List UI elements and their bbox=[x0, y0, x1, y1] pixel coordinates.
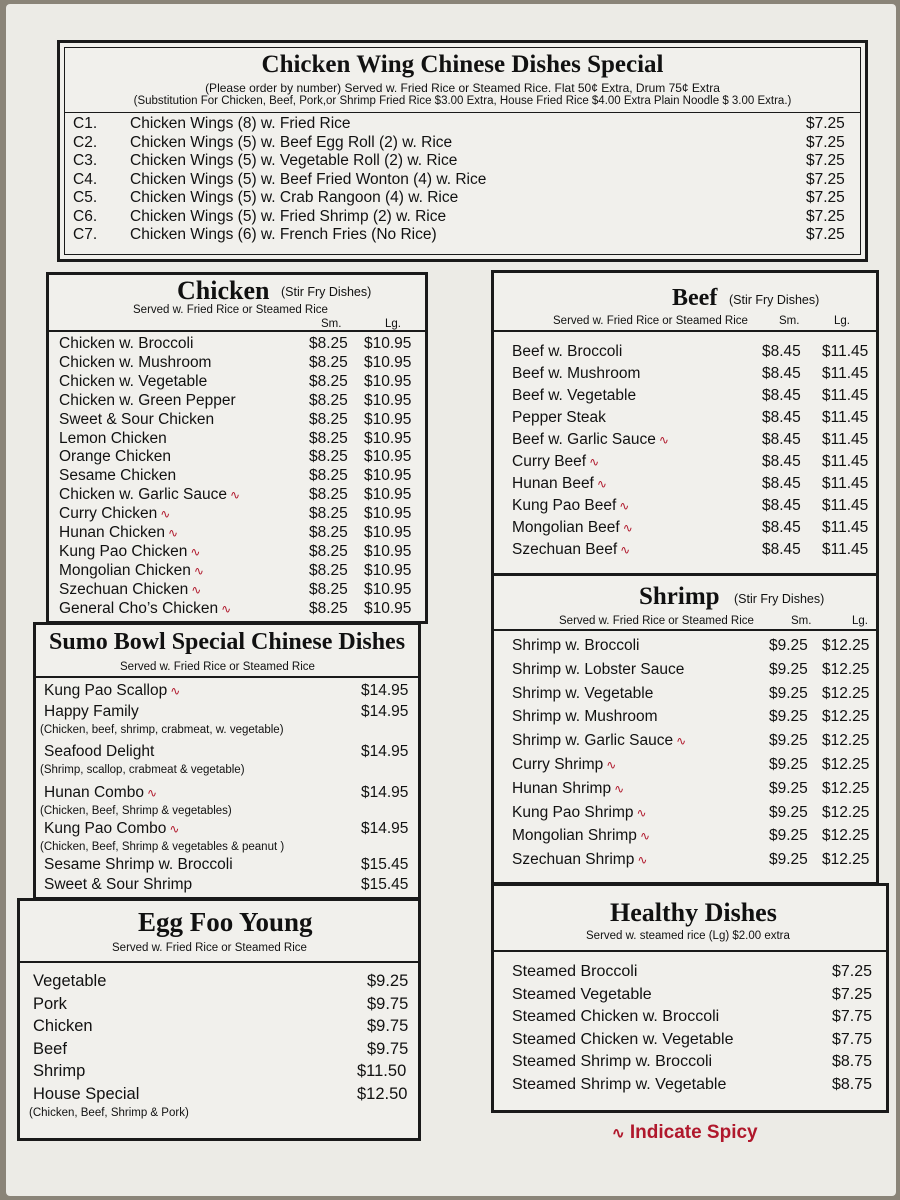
sumo-item-price: $15.45 bbox=[361, 876, 409, 893]
beef-item bbox=[512, 497, 629, 515]
beef-item-name: Beef w. Broccoli bbox=[512, 343, 623, 360]
beef-item-name: Beef w. Garlic Sauce bbox=[512, 431, 656, 448]
chicken-item-name: Sweet & Sour Chicken bbox=[59, 410, 215, 428]
chicken-item bbox=[59, 335, 193, 353]
beef-item bbox=[512, 409, 606, 427]
chicken-item-name: Chicken w. Green Pepper bbox=[59, 391, 236, 409]
beef-item-name: Hunan Beef bbox=[512, 475, 594, 492]
sumo-item bbox=[44, 820, 179, 838]
shrimp-item bbox=[512, 685, 653, 703]
sumo-item-desc: (Chicken, beef, shrimp, crabmeat, w. vegetable) bbox=[40, 724, 284, 736]
spicy-pepper-icon: ∿ bbox=[589, 455, 600, 469]
shrimp-box bbox=[491, 573, 879, 885]
chicken-item bbox=[59, 467, 176, 485]
chicken-item-lg-price: $10.95 bbox=[364, 561, 412, 579]
wing-item-code: C5. bbox=[73, 189, 98, 206]
sumo-item-desc: (Shrimp, scallop, crabmeat & vegetable) bbox=[40, 764, 245, 776]
healthy-item-price: $7.75 bbox=[832, 1008, 873, 1026]
wing-special-note-2: (Substitution For Chicken, Beef, Pork,or Shrimp Fried Rice $3.00 Extra, House Fried Rice $4.00 Extra Plain Noodle $ 3.00 Extra.) bbox=[133, 95, 792, 107]
chicken-item-sm-price: $8.25 bbox=[309, 580, 348, 598]
shrimp-item-lg-price: $12.25 bbox=[822, 827, 870, 845]
beef-item-lg-price: $11.45 bbox=[822, 343, 869, 360]
spicy-pepper-icon: ∿ bbox=[658, 433, 669, 447]
shrimp-item-lg-price: $12.25 bbox=[822, 732, 870, 750]
shrimp-item-sm-price: $9.25 bbox=[769, 708, 808, 726]
eggfoo-item-price: $9.25 bbox=[367, 972, 409, 990]
beef-item-sm-price: $8.45 bbox=[762, 541, 801, 558]
beef-item-sm-price: $8.45 bbox=[762, 387, 801, 404]
wing-item-price: $7.25 bbox=[806, 189, 845, 206]
chicken-sm-header: Sm. bbox=[321, 318, 342, 330]
shrimp-item-lg-price: $12.25 bbox=[822, 779, 870, 797]
beef-title: Beef bbox=[672, 285, 718, 311]
healthy-item-price: $8.75 bbox=[832, 1076, 873, 1093]
wing-item-code: C1. bbox=[73, 115, 98, 132]
spicy-legend-text: Indicate Spicy bbox=[629, 1122, 758, 1143]
eggfoo-item-price: $11.50 bbox=[357, 1062, 407, 1081]
chicken-item bbox=[59, 373, 207, 391]
chicken-item-sm-price: $8.25 bbox=[309, 561, 348, 579]
beef-item bbox=[512, 343, 622, 361]
chicken-item-lg-price: $10.95 bbox=[364, 467, 412, 485]
shrimp-item-lg-price: $12.25 bbox=[822, 851, 870, 869]
healthy-item-price: $7.75 bbox=[832, 1030, 873, 1048]
chicken-item-name: Chicken w. Vegetable bbox=[59, 372, 208, 390]
eggfoo-item-price: $12.50 bbox=[357, 1085, 408, 1103]
chicken-item bbox=[59, 524, 178, 542]
shrimp-item bbox=[512, 827, 650, 845]
shrimp-title: Shrimp bbox=[639, 583, 720, 610]
sumo-item-price: $14.95 bbox=[361, 682, 409, 699]
sumo-item bbox=[44, 856, 233, 874]
sumo-item-price: $14.95 bbox=[361, 743, 409, 760]
beef-item-sm-price: $8.45 bbox=[762, 453, 801, 470]
chicken-item-sm-price: $8.25 bbox=[309, 335, 348, 352]
spicy-pepper-icon: ∿ bbox=[620, 543, 631, 557]
beef-item-lg-price: $11.45 bbox=[822, 365, 869, 382]
shrimp-item-lg-price: $12.25 bbox=[822, 684, 870, 702]
shrimp-item bbox=[512, 804, 647, 822]
shrimp-item-lg-price: $12.25 bbox=[822, 708, 870, 726]
beef-item-sm-price: $8.45 bbox=[762, 519, 801, 536]
spicy-pepper-icon: ∿ bbox=[619, 499, 630, 513]
beef-item-lg-price: $11.45 bbox=[822, 387, 869, 404]
chicken-item bbox=[59, 392, 236, 410]
chicken-item-name: Mongolian Chicken bbox=[59, 561, 191, 579]
chicken-item-sm-price: $8.25 bbox=[309, 524, 348, 541]
chicken-item-sm-price: $8.25 bbox=[309, 542, 348, 560]
wing-item-name: Chicken Wings (5) w. Fried Shrimp (2) w. Rice bbox=[130, 207, 447, 225]
healthy-item-price: $7.25 bbox=[832, 985, 873, 1003]
wing-special-box bbox=[57, 40, 868, 262]
sumo-item-price: $14.95 bbox=[361, 784, 409, 801]
spicy-legend bbox=[612, 1122, 758, 1144]
spicy-pepper-icon: ∿ bbox=[193, 563, 204, 578]
wing-item-price: $7.25 bbox=[806, 152, 845, 169]
beef-item-sm-price: $8.45 bbox=[762, 431, 801, 448]
chicken-item bbox=[59, 543, 200, 561]
chicken-item-name: Chicken w. Mushroom bbox=[59, 353, 212, 371]
spicy-pepper-icon: ∿ bbox=[160, 507, 171, 522]
chicken-box bbox=[46, 272, 428, 624]
shrimp-item bbox=[512, 661, 684, 679]
beef-item-name: Kung Pao Beef bbox=[512, 497, 617, 514]
spicy-pepper-icon: ∿ bbox=[614, 781, 625, 796]
wing-item-price: $7.25 bbox=[806, 115, 845, 132]
healthy-item-name: Steamed Shrimp w. Vegetable bbox=[512, 1076, 727, 1093]
chicken-item-lg-price: $10.95 bbox=[364, 486, 412, 504]
shrimp-item-name: Shrimp w. Lobster Sauce bbox=[512, 660, 685, 678]
wing-special-title: Chicken Wing Chinese Dishes Special bbox=[261, 51, 664, 78]
eggfoo-item-name: Chicken bbox=[33, 1017, 93, 1036]
spicy-pepper-icon: ∿ bbox=[639, 829, 650, 844]
chicken-item-lg-price: $10.95 bbox=[364, 448, 412, 466]
shrimp-item-sm-price: $9.25 bbox=[769, 851, 808, 869]
chicken-item-lg-price: $10.95 bbox=[364, 353, 412, 371]
healthy-item-name: Steamed Chicken w. Broccoli bbox=[512, 1008, 720, 1026]
beef-item-lg-price: $11.45 bbox=[822, 431, 869, 448]
sumo-item-name: Happy Family bbox=[44, 703, 139, 720]
spicy-pepper-icon: ∿ bbox=[221, 601, 232, 616]
sumo-item-name: Sweet & Sour Shrimp bbox=[44, 876, 193, 893]
beef-item bbox=[512, 387, 636, 405]
chicken-item-name: Curry Chicken bbox=[59, 505, 158, 523]
sumo-served: Served w. Fried Rice or Steamed Rice bbox=[120, 661, 315, 673]
shrimp-served: Served w. Fried Rice or Steamed Rice bbox=[559, 615, 754, 627]
wing-item-code: C3. bbox=[73, 152, 98, 169]
shrimp-item-lg-price: $12.25 bbox=[822, 637, 870, 654]
chicken-item-sm-price: $8.25 bbox=[309, 505, 348, 523]
eggfoo-served: Served w. Fried Rice or Steamed Rice bbox=[112, 942, 307, 954]
beef-item-sm-price: $8.45 bbox=[762, 497, 801, 514]
shrimp-item-name: Shrimp w. Garlic Sauce bbox=[512, 732, 674, 750]
chicken-item-lg-price: $10.95 bbox=[364, 372, 412, 390]
spicy-pepper-icon: ∿ bbox=[167, 526, 179, 540]
sumo-item-name: Sesame Shrimp w. Broccoli bbox=[44, 856, 233, 873]
chicken-item-lg-price: $10.95 bbox=[364, 580, 412, 598]
sumo-item-name: Kung Pao Combo bbox=[44, 820, 167, 837]
beef-box bbox=[491, 270, 879, 576]
shrimp-item-lg-price: $12.25 bbox=[822, 660, 870, 678]
spicy-pepper-icon: ∿ bbox=[676, 734, 687, 749]
eggfoo-item-name: Shrimp bbox=[33, 1062, 86, 1081]
sumo-item-desc: (Chicken, Beef, Shrimp & vegetables) bbox=[40, 805, 232, 817]
chicken-item bbox=[59, 486, 240, 504]
chicken-item bbox=[59, 354, 211, 372]
chicken-item-sm-price: $8.25 bbox=[309, 599, 348, 617]
spicy-pepper-icon: ∿ bbox=[606, 758, 617, 772]
beef-item-lg-price: $11.45 bbox=[822, 541, 869, 558]
beef-item-sm-price: $8.45 bbox=[762, 343, 801, 360]
beef-item-lg-price: $11.45 bbox=[822, 475, 869, 492]
chicken-item-name: Kung Pao Chicken bbox=[59, 542, 188, 560]
healthy-served: Served w. steamed rice (Lg) $2.00 extra bbox=[586, 930, 790, 942]
chicken-item-lg-price: $10.95 bbox=[364, 391, 412, 409]
beef-item-name: Curry Beef bbox=[512, 453, 587, 470]
chicken-item-name: Sesame Chicken bbox=[59, 467, 177, 485]
shrimp-item bbox=[512, 708, 658, 726]
shrimp-tag: (Stir Fry Dishes) bbox=[734, 592, 825, 606]
chicken-item-name: Orange Chicken bbox=[59, 448, 172, 466]
chicken-item-lg-price: $10.95 bbox=[364, 410, 412, 428]
beef-item bbox=[512, 519, 633, 537]
chicken-item bbox=[59, 600, 231, 618]
chicken-item-sm-price: $8.25 bbox=[309, 429, 348, 447]
beef-item-lg-price: $11.45 bbox=[822, 519, 869, 536]
chicken-item bbox=[59, 430, 167, 448]
wing-item-price: $7.25 bbox=[806, 133, 845, 151]
eggfoo-house-desc: (Chicken, Beef, Shrimp & Pork) bbox=[29, 1107, 189, 1119]
beef-item-sm-price: $8.45 bbox=[762, 365, 801, 382]
wing-item-name: Chicken Wings (5) w. Beef Fried Wonton (4) w. Rice bbox=[130, 170, 487, 188]
wing-item-code: C6. bbox=[73, 207, 98, 225]
chicken-title: Chicken bbox=[177, 276, 270, 305]
wing-item-name: Chicken Wings (5) w. Vegetable Roll (2) w. Rice bbox=[130, 152, 458, 169]
chicken-item bbox=[59, 448, 171, 466]
shrimp-item-name: Szechuan Shrimp bbox=[512, 851, 635, 869]
chicken-lg-header: Lg. bbox=[385, 318, 401, 330]
sumo-item bbox=[44, 703, 139, 721]
eggfoo-item-name: House Special bbox=[33, 1085, 140, 1103]
shrimp-item-name: Shrimp w. Vegetable bbox=[512, 684, 654, 702]
wing-item-code: C7. bbox=[73, 226, 98, 243]
beef-item-lg-price: $11.45 bbox=[822, 453, 869, 470]
shrimp-item-sm-price: $9.25 bbox=[769, 660, 808, 678]
shrimp-item-sm-price: $9.25 bbox=[769, 732, 808, 750]
shrimp-item bbox=[512, 851, 647, 869]
chicken-item-name: Hunan Chicken bbox=[59, 524, 165, 541]
spicy-pepper-icon: ∿ bbox=[191, 582, 202, 597]
sumo-item bbox=[44, 743, 154, 761]
spicy-pepper-icon: ∿ bbox=[230, 488, 241, 503]
chicken-item-sm-price: $8.25 bbox=[309, 486, 348, 504]
shrimp-lg-header: Lg. bbox=[852, 615, 868, 627]
sumo-item bbox=[44, 876, 192, 894]
beef-lg-header: Lg. bbox=[834, 315, 850, 327]
wing-item-name: Chicken Wings (6) w. French Fries (No Rice) bbox=[130, 226, 437, 243]
eggfoo-title: Egg Foo Young bbox=[138, 907, 313, 937]
sumo-item-desc: (Chicken, Beef, Shrimp & vegetables & peanut ) bbox=[40, 841, 285, 853]
beef-item-name: Pepper Steak bbox=[512, 409, 606, 426]
chicken-item-lg-price: $10.95 bbox=[364, 524, 412, 541]
shrimp-item bbox=[512, 780, 624, 798]
beef-item-name: Beef w. Mushroom bbox=[512, 365, 641, 382]
beef-item-name: Szechuan Beef bbox=[512, 541, 618, 558]
beef-item bbox=[512, 475, 607, 493]
eggfoo-item-price: $9.75 bbox=[367, 994, 409, 1013]
shrimp-item-sm-price: $9.25 bbox=[769, 684, 808, 702]
beef-tag: (Stir Fry Dishes) bbox=[729, 293, 820, 307]
wing-item-name: Chicken Wings (5) w. Crab Rangoon (4) w. Rice bbox=[130, 189, 459, 206]
shrimp-item bbox=[512, 756, 616, 774]
healthy-item-price: $8.75 bbox=[832, 1053, 873, 1071]
beef-item bbox=[512, 541, 630, 559]
chicken-item-sm-price: $8.25 bbox=[309, 372, 348, 390]
shrimp-sm-header: Sm. bbox=[791, 615, 812, 627]
beef-served: Served w. Fried Rice or Steamed Rice bbox=[553, 315, 748, 327]
shrimp-item bbox=[512, 732, 686, 750]
sumo-item-name: Seafood Delight bbox=[44, 743, 155, 760]
chicken-item-sm-price: $8.25 bbox=[309, 448, 348, 466]
beef-item-sm-price: $8.45 bbox=[762, 409, 801, 426]
wing-item-price: $7.25 bbox=[806, 207, 845, 225]
chicken-item-lg-price: $10.95 bbox=[364, 505, 412, 523]
chicken-item-name: Chicken w. Broccoli bbox=[59, 335, 194, 352]
shrimp-item-name: Curry Shrimp bbox=[512, 756, 604, 773]
chicken-item bbox=[59, 505, 170, 523]
chicken-tag: (Stir Fry Dishes) bbox=[281, 285, 372, 299]
shrimp-item-name: Kung Pao Shrimp bbox=[512, 803, 634, 821]
sumo-item-name: Kung Pao Scallop bbox=[44, 682, 168, 699]
eggfoo-box bbox=[17, 898, 421, 1141]
chicken-item bbox=[59, 581, 201, 599]
shrimp-item-sm-price: $9.25 bbox=[769, 827, 808, 845]
chicken-item-lg-price: $10.95 bbox=[364, 542, 412, 560]
beef-item bbox=[512, 453, 599, 471]
healthy-item-name: Steamed Vegetable bbox=[512, 985, 652, 1003]
chicken-item bbox=[59, 562, 204, 580]
wing-item-price: $7.25 bbox=[806, 170, 845, 188]
shrimp-item-name: Shrimp w. Broccoli bbox=[512, 637, 640, 654]
wing-item-name: Chicken Wings (5) w. Beef Egg Roll (2) w. Rice bbox=[130, 133, 453, 151]
chicken-item-name: Chicken w. Garlic Sauce bbox=[59, 486, 227, 504]
shrimp-item-sm-price: $9.25 bbox=[769, 803, 808, 821]
beef-item-name: Beef w. Vegetable bbox=[512, 387, 637, 404]
chicken-item bbox=[59, 411, 214, 429]
sumo-item bbox=[44, 682, 180, 700]
wing-special-note-1: (Please order by number) Served w. Fried Rice or Steamed Rice. Flat 50¢ Extra, Drum 75¢ Extra bbox=[205, 81, 720, 95]
sumo-item-price: $14.95 bbox=[361, 820, 409, 837]
shrimp-item-lg-price: $12.25 bbox=[822, 803, 870, 821]
sumo-item-price: $15.45 bbox=[361, 856, 409, 873]
healthy-item-name: Steamed Shrimp w. Broccoli bbox=[512, 1053, 713, 1071]
sumo-item bbox=[44, 784, 157, 802]
chicken-item-lg-price: $10.95 bbox=[364, 599, 412, 617]
chicken-item-sm-price: $8.25 bbox=[309, 391, 348, 409]
chicken-item-lg-price: $10.95 bbox=[364, 335, 412, 352]
eggfoo-item-price: $9.75 bbox=[367, 1017, 409, 1036]
spicy-pepper-icon: ∿ bbox=[612, 1125, 625, 1142]
chicken-item-sm-price: $8.25 bbox=[309, 353, 348, 371]
shrimp-item-sm-price: $9.25 bbox=[769, 756, 808, 773]
chicken-item-sm-price: $8.25 bbox=[309, 467, 348, 485]
shrimp-item-name: Mongolian Shrimp bbox=[512, 827, 637, 845]
spicy-pepper-icon: ∿ bbox=[170, 684, 181, 698]
eggfoo-item-name: Pork bbox=[33, 994, 67, 1013]
chicken-item-sm-price: $8.25 bbox=[309, 410, 348, 428]
shrimp-item-name: Hunan Shrimp bbox=[512, 779, 612, 797]
wing-item-price: $7.25 bbox=[806, 226, 845, 243]
spicy-pepper-icon: ∿ bbox=[190, 544, 201, 559]
wing-item-name: Chicken Wings (8) w. Fried Rice bbox=[130, 115, 351, 132]
shrimp-item bbox=[512, 637, 639, 655]
beef-item-lg-price: $11.45 bbox=[822, 409, 869, 426]
spicy-pepper-icon: ∿ bbox=[622, 521, 633, 535]
beef-item bbox=[512, 365, 640, 383]
spicy-pepper-icon: ∿ bbox=[169, 822, 180, 836]
healthy-title: Healthy Dishes bbox=[610, 898, 777, 927]
spicy-pepper-icon: ∿ bbox=[636, 805, 647, 820]
sumo-box bbox=[33, 622, 421, 900]
healthy-box bbox=[491, 883, 889, 1113]
chicken-item-name: Lemon Chicken bbox=[59, 429, 167, 447]
healthy-item-name: Steamed Broccoli bbox=[512, 963, 638, 980]
beef-item-lg-price: $11.45 bbox=[822, 497, 869, 514]
wing-item-code: C4. bbox=[73, 170, 98, 188]
beef-item-sm-price: $8.45 bbox=[762, 475, 801, 492]
beef-item bbox=[512, 431, 669, 449]
shrimp-item-sm-price: $9.25 bbox=[769, 637, 808, 654]
spicy-pepper-icon: ∿ bbox=[596, 477, 607, 491]
spicy-pepper-icon: ∿ bbox=[146, 786, 158, 800]
chicken-item-name: General Cho’s Chicken bbox=[59, 599, 219, 617]
healthy-item-name: Steamed Chicken w. Vegetable bbox=[512, 1030, 734, 1048]
sumo-title: Sumo Bowl Special Chinese Dishes bbox=[49, 629, 406, 655]
sumo-item-name: Hunan Combo bbox=[44, 784, 144, 801]
eggfoo-item-price: $9.75 bbox=[367, 1039, 409, 1058]
shrimp-item-lg-price: $12.25 bbox=[822, 756, 870, 773]
chicken-item-lg-price: $10.95 bbox=[364, 429, 412, 447]
chicken-item-name: Szechuan Chicken bbox=[59, 580, 189, 598]
beef-item-name: Mongolian Beef bbox=[512, 519, 620, 536]
chicken-served: Served w. Fried Rice or Steamed Rice bbox=[133, 304, 328, 316]
wing-item-code: C2. bbox=[73, 133, 98, 151]
healthy-item-price: $7.25 bbox=[832, 963, 873, 980]
shrimp-item-name: Shrimp w. Mushroom bbox=[512, 708, 658, 726]
eggfoo-item-name: Beef bbox=[33, 1039, 67, 1058]
spicy-pepper-icon: ∿ bbox=[637, 853, 648, 868]
eggfoo-item-name: Vegetable bbox=[33, 972, 107, 990]
shrimp-item-sm-price: $9.25 bbox=[769, 779, 808, 797]
beef-sm-header: Sm. bbox=[779, 315, 800, 327]
sumo-item-price: $14.95 bbox=[361, 703, 409, 720]
